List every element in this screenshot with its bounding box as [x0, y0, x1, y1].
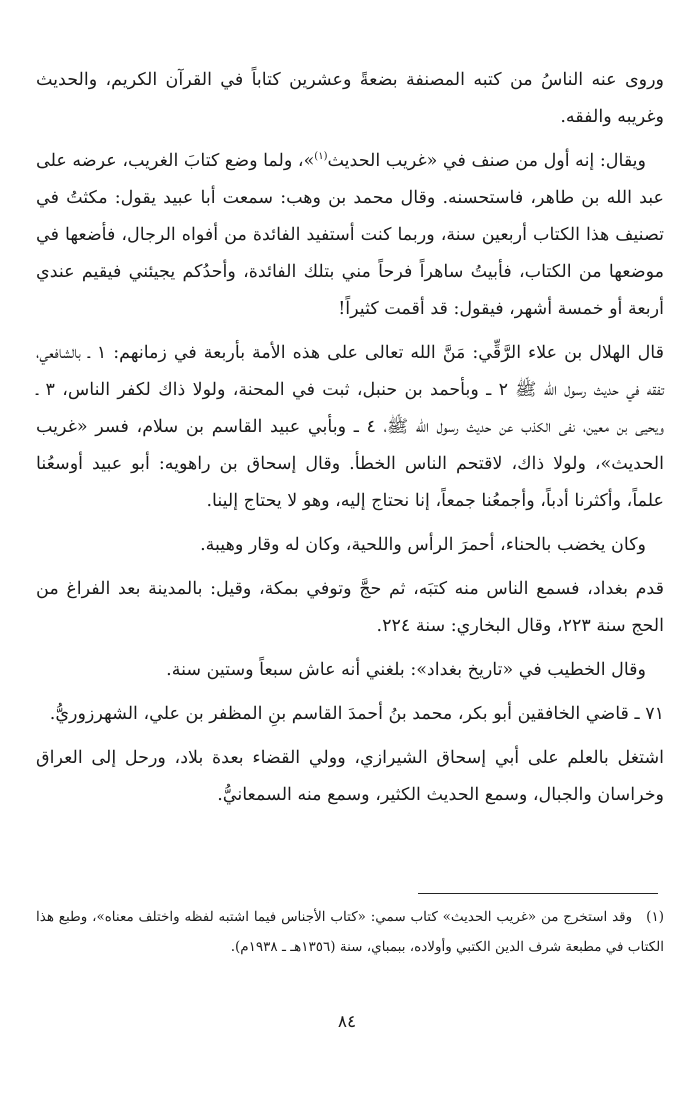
paragraph-text: »، ولما وضع كتابَ الغريب، عرضه على عبد الله بن طاهر، فاستحسنه. — [36, 151, 664, 208]
footnote-number: (١) — [646, 909, 664, 925]
paragraph-text: وقال محمد بن وهب: سمعت أبا عبيد يقول: مكثتُ في تصنيف هذا الكتاب أربعين سنة، وربما كنت أستفيد الفائدة من أفواه الرجال، فأضعها في موضعها من الكتاب، فأبيتُ ساهراً فرحاً مني بتلك الفائدة، وأحدُكم يجيئني فيقيم عندي أربعة أو خمسة أشهر، فيقول: قد أقمت كثيراً! — [36, 188, 664, 319]
paragraph-text: قال الهلال بن علاء الرَّقِّي: مَنَّ الله تعالى على هذه الأمة بأربعة في زمانهم: ١ ـ بالشافعي، تفقه في حديث رسول الله ﷺ ٢ ـ وبأحمد بن حنبل، ثبت في المحنة، ولولا ذاك لكفر الناس، ٣ ـ ويحيى بن معين، نفى الكذب عن حديث رسول الله ﷺ، ٤ ـ وبأبي عبيد القاسم بن سلام، فسر «غريب الحديث»، ولولا ذاك، لاقتحم الناس الخطأ. وقال إسحاق بن راهويه: أبو عبيد أوسعُنا علماً، وأكثرنا أدباً، وأجمعُنا جمعاً، إنا نحتاج إليه، وهو لا يحتاج إلينا. — [36, 343, 665, 511]
paragraph-text: ٧١ ـ قاضي الخافقين أبو بكر، محمد بنُ أحمدَ القاسم بنِ المظفر بن علي، الشهرزوريُّ. — [49, 704, 664, 724]
paragraph-text: وروى عنه الناسُ من كتبه المصنفة بضعةً وعشرين كتاباً في القرآن الكريم، والحديث وغريبه والفقه. — [36, 70, 664, 127]
paragraph-ghareeb — [36, 143, 664, 328]
paragraph-text: وقال الخطيب في «تاريخ بغداد»: بلغني أنه عاش سبعاً وستين سنة. — [166, 660, 646, 680]
paragraph-baghdad — [36, 571, 664, 645]
entry-heading-71 — [36, 696, 664, 733]
footnote — [36, 902, 664, 962]
paragraph-shahrazuri — [36, 740, 664, 814]
paragraph-appearance — [36, 527, 664, 564]
footnote-divider — [418, 893, 658, 894]
footnote-text: وقد استخرج من «غريب الحديث» كتاب سمي: «كتاب الأجناس فيما اشتبه لفظه واختلف معناه»، وطبع هذا الكتاب في مطبعة شرف الدين الكتبي وأولاده، ببمباي، سنة (١٣٥٦هـ ـ ١٩٣٨م). — [36, 909, 664, 955]
paragraph-text: ويقال: إنه أول من صنف في «غريب الحديث — [327, 151, 646, 171]
main-text — [36, 62, 664, 821]
page-number: ٨٤ — [337, 1012, 357, 1032]
footnote-marker[interactable]: (١) — [314, 151, 328, 163]
paragraph-khatib — [36, 652, 664, 689]
paragraph-text: قدم بغداد، فسمع الناس منه كتبَه، ثم حجَّ وتوفي بمكة، وقيل: بالمدينة بعد الفراغ من الحج سنة ٢٢٣، وقال البخاري: سنة ٢٢٤. — [36, 579, 664, 636]
paragraph-works — [36, 62, 664, 136]
paragraph-text: وكان يخضب بالحناء، أحمرَ الرأس واللحية، وكان له وقار وهيبة. — [200, 535, 646, 555]
paragraph-four-scholars — [36, 335, 664, 520]
paragraph-text: اشتغل بالعلم على أبي إسحاق الشيرازي، وولي القضاء بعدة بلاد، ورحل إلى العراق وخراسان والجبال، وسمع الحديث الكثير، وسمع منه السمعانيُّ. — [36, 748, 664, 805]
